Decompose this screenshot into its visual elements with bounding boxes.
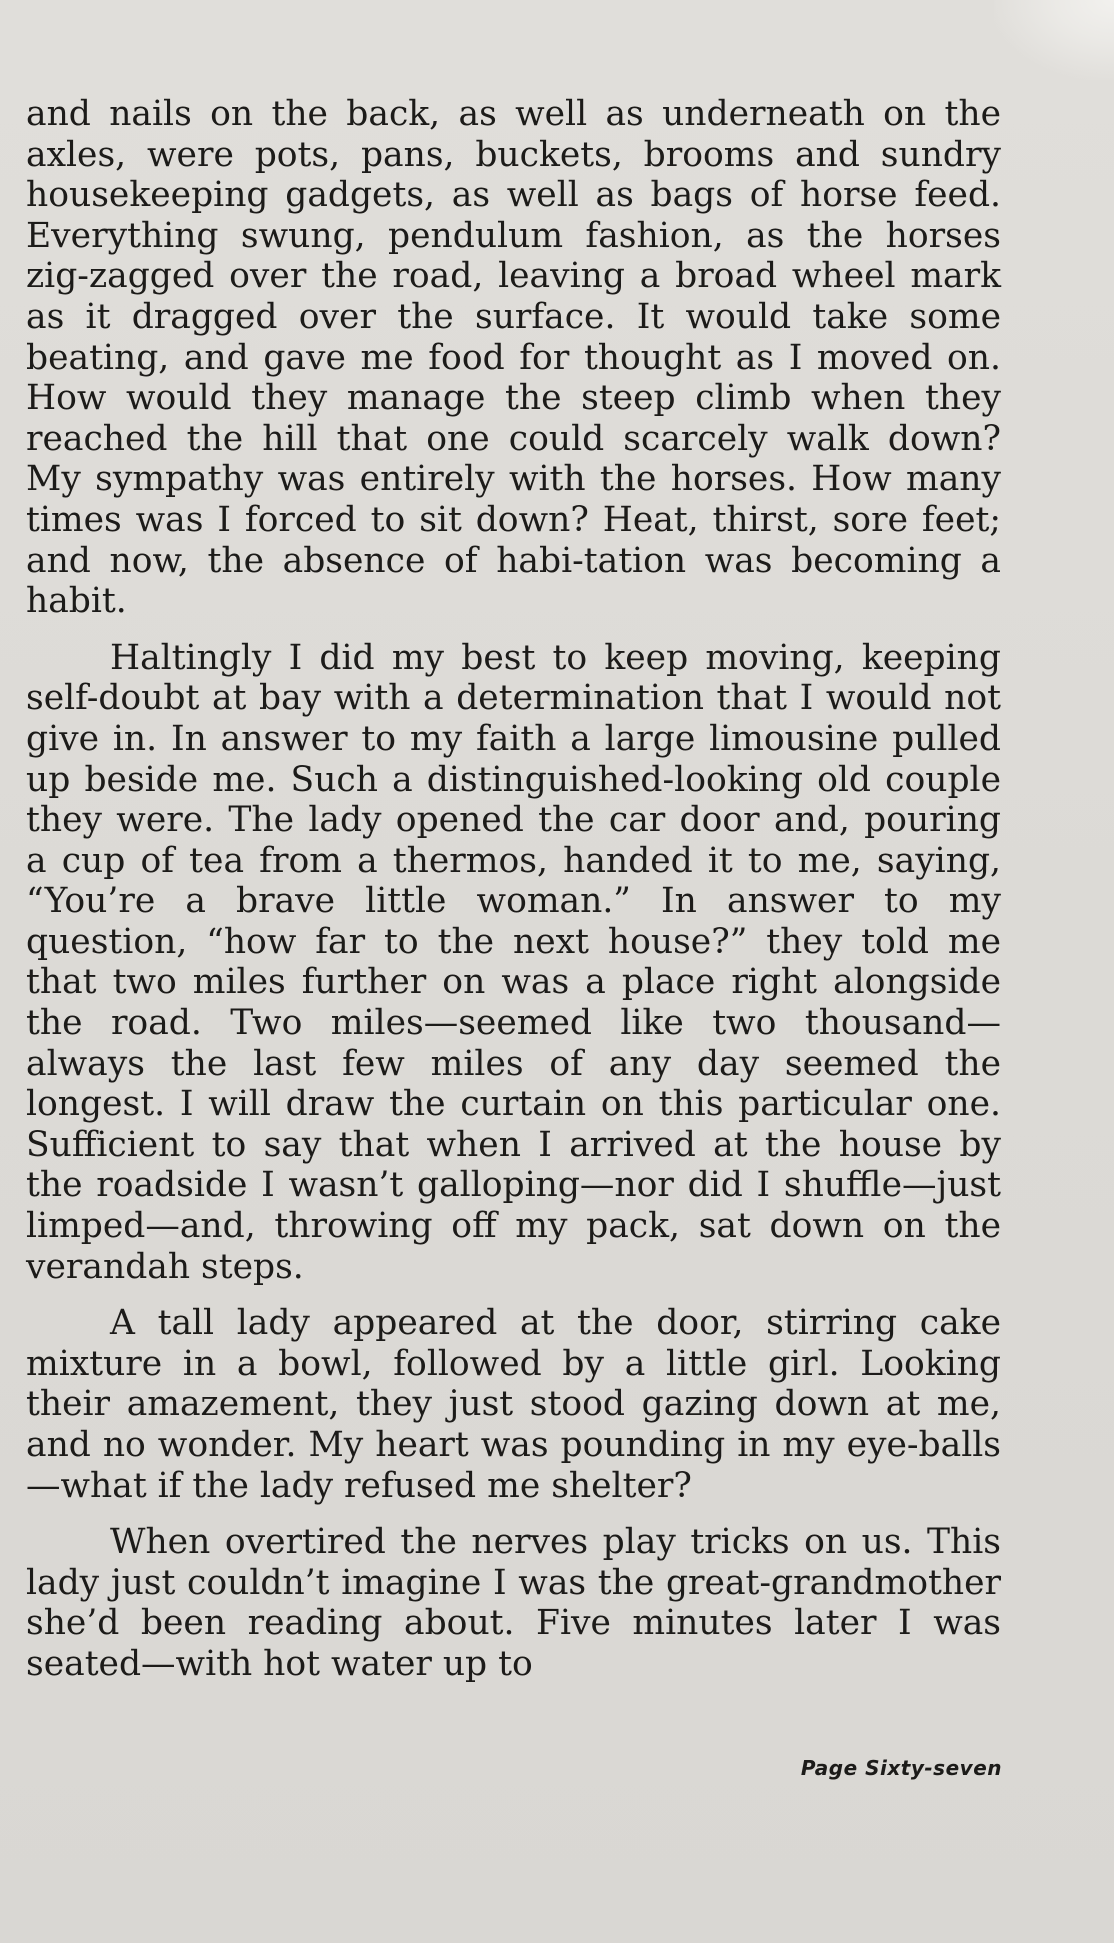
body-text bbox=[26, 94, 1001, 1701]
paragraph-1: and nails on the back, as well as underneath on the axles, were pots, pans, buckets, brooms and sundry housekeeping gadgets, as well as bags of horse feed. Everything swung, pendulum fashion, as the horses zig-zagged over the road, leaving a broad wheel mark as it dragged over the surface. It would take some beating, and gave me food for thought as I moved on. How would they manage the steep climb when they reached the hill that one could scarcely walk down? My sympathy was entirely with the horses. How many times was I forced to sit down? Heat, thirst, sore feet; and now, the absence of habi-tation was becoming a habit. bbox=[26, 94, 1001, 622]
paragraph-2: Haltingly I did my best to keep moving, keeping self-doubt at bay with a determination that I would not give in. In answer to my faith a large limousine pulled up beside me. Such a distinguished-looking old couple they were. The lady opened the car door and, pouring a cup of tea from a thermos, handed it to me, saying, “You’re a brave little woman.” In answer to my question, “how far to the next house?” they told me that two miles further on was a place right alongside the road. Two miles—seemed like two thousand—always the last few miles of any day seemed the longest. I will draw the curtain on this particular one. Sufficient to say that when I arrived at the house by the roadside I wasn’t galloping—nor did I shuffle—just limped—and, throwing off my pack, sat down on the verandah steps. bbox=[26, 637, 1001, 1287]
paragraph-3: A tall lady appeared at the door, stirring cake mixture in a bowl, followed by a little girl. Looking their amazement, they just stood gazing down at me, and no wonder. My heart was pounding in my eye-balls—what if the lady refused me shelter? bbox=[26, 1303, 1001, 1506]
page-corner-shading bbox=[994, 0, 1114, 80]
page-number: Page Sixty-seven bbox=[800, 1756, 1002, 1780]
paragraph-4: When overtired the nerves play tricks on us. This lady just couldn’t imagine I was the great-grandmother she’d been reading about. Five minutes later I was seated—with hot water up to bbox=[26, 1522, 1001, 1684]
